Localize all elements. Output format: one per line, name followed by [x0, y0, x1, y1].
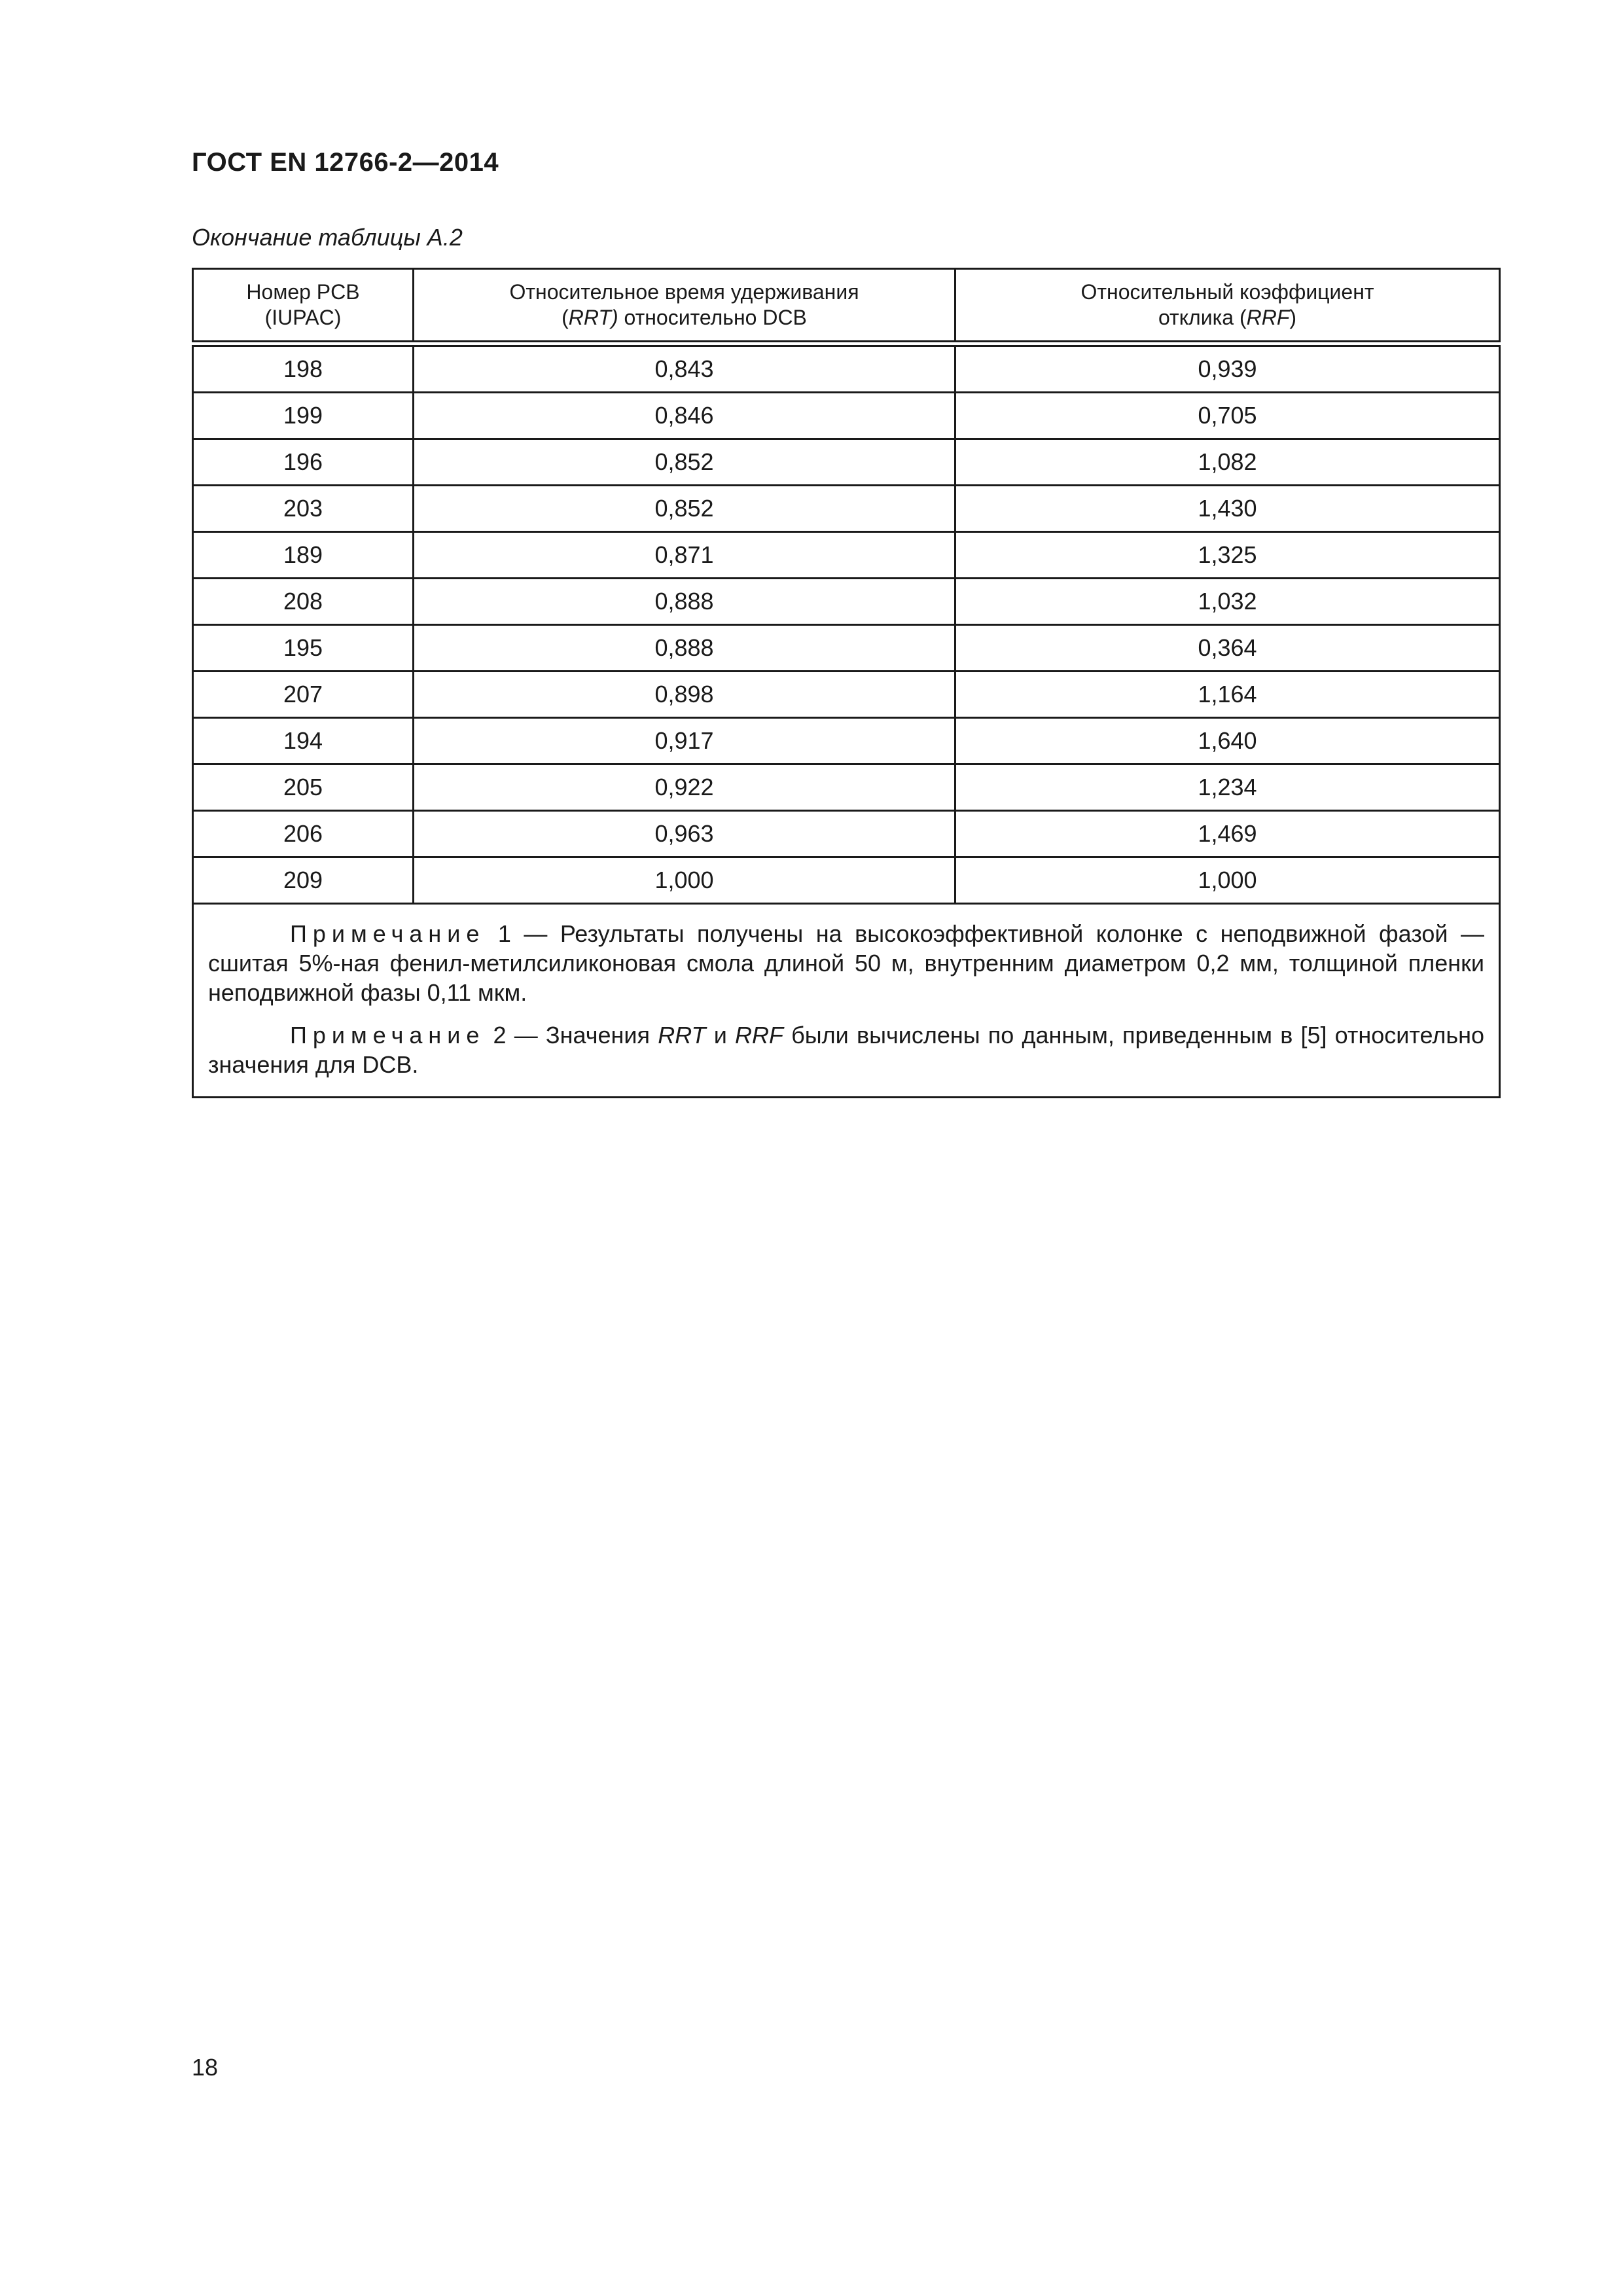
table-row: [193, 857, 1500, 904]
table-cell: 1,000: [414, 857, 955, 904]
table-container: [192, 268, 1501, 1098]
note-italic-text: RRF: [735, 1022, 783, 1049]
column-header-rrt: [414, 269, 955, 344]
note-text: 2 — Значения: [485, 1022, 658, 1049]
table-cell: 0,898: [414, 672, 955, 718]
table-row: [193, 764, 1500, 811]
header-line: Номер PCB: [246, 280, 360, 304]
table-cell: 1,000: [955, 857, 1500, 904]
column-header-pcb-number: [193, 269, 414, 344]
document-header: ГОСТ EN 12766-2—2014: [192, 148, 499, 177]
table-note-2: [208, 1020, 1484, 1079]
header-text: ): [1289, 306, 1297, 329]
table-notes-cell: [193, 904, 1500, 1098]
table-cell: 1,082: [955, 439, 1500, 486]
table-row: [193, 625, 1500, 672]
header-line: Относительный коэффициент: [1080, 280, 1374, 304]
table-cell: 0,888: [414, 625, 955, 672]
table-cell: 209: [193, 857, 414, 904]
table-row: [193, 486, 1500, 532]
note-text: и: [705, 1022, 735, 1049]
table-cell: 1,469: [955, 811, 1500, 857]
note-italic-text: RRT: [658, 1022, 706, 1049]
table-cell: 0,922: [414, 764, 955, 811]
table-cell: 0,705: [955, 393, 1500, 439]
table-row: [193, 532, 1500, 579]
table-cell: 1,032: [955, 579, 1500, 625]
table-caption: Окончание таблицы А.2: [192, 224, 463, 251]
table-cell: 205: [193, 764, 414, 811]
note-label: Примечание: [290, 1022, 486, 1049]
table-cell: 203: [193, 486, 414, 532]
table-cell: 207: [193, 672, 414, 718]
table-cell: 1,640: [955, 718, 1500, 764]
table-row: [193, 672, 1500, 718]
table-cell: 198: [193, 344, 414, 393]
data-table: [192, 268, 1501, 1098]
header-line: (IUPAC): [264, 306, 342, 329]
table-cell: 0,888: [414, 579, 955, 625]
header-text: отклика (: [1158, 306, 1247, 329]
note-label: Примечание: [290, 920, 486, 947]
table-cell: 1,234: [955, 764, 1500, 811]
note-text: 1 — Результаты получены на высокоэффективной колонке с неподвижной фазой — сшитая 5%-ная фенил-метилсиликоновая смола длиной 50 м, внутренним диаметром 0,2 мм, толщиной пленки неподвижной фазы 0,11 мкм.: [208, 920, 1484, 1006]
table-cell: 195: [193, 625, 414, 672]
table-cell: 1,430: [955, 486, 1500, 532]
column-header-rrf: [955, 269, 1500, 344]
table-note-1: [208, 919, 1484, 1007]
header-text: (: [562, 306, 569, 329]
table-cell: 208: [193, 579, 414, 625]
table-notes-row: [193, 904, 1500, 1098]
header-line: Относительное время удерживания: [509, 280, 859, 304]
table-cell: 0,843: [414, 344, 955, 393]
table-header-row: [193, 269, 1500, 344]
header-italic-text: RRT): [568, 306, 618, 329]
table-cell: 0,846: [414, 393, 955, 439]
table-cell: 206: [193, 811, 414, 857]
table-cell: 0,917: [414, 718, 955, 764]
table-row: [193, 439, 1500, 486]
note-text: были вычислены по данным, приведенным в [5] относительно значения для DCB.: [208, 1022, 1484, 1078]
table-cell: 199: [193, 393, 414, 439]
page-number: 18: [192, 2054, 219, 2081]
table-cell: 0,364: [955, 625, 1500, 672]
table-cell: 0,871: [414, 532, 955, 579]
table-cell: 0,963: [414, 811, 955, 857]
table-cell: 1,325: [955, 532, 1500, 579]
table-cell: 0,852: [414, 439, 955, 486]
table-cell: 189: [193, 532, 414, 579]
table-row: [193, 344, 1500, 393]
table-row: [193, 393, 1500, 439]
table-row: [193, 579, 1500, 625]
table-cell: 0,939: [955, 344, 1500, 393]
table-row: [193, 811, 1500, 857]
table-cell: 196: [193, 439, 414, 486]
header-text: относительно DCB: [618, 306, 807, 329]
header-italic-text: RRF: [1246, 306, 1290, 329]
table-cell: 1,164: [955, 672, 1500, 718]
table-cell: 0,852: [414, 486, 955, 532]
table-row: [193, 718, 1500, 764]
table-cell: 194: [193, 718, 414, 764]
